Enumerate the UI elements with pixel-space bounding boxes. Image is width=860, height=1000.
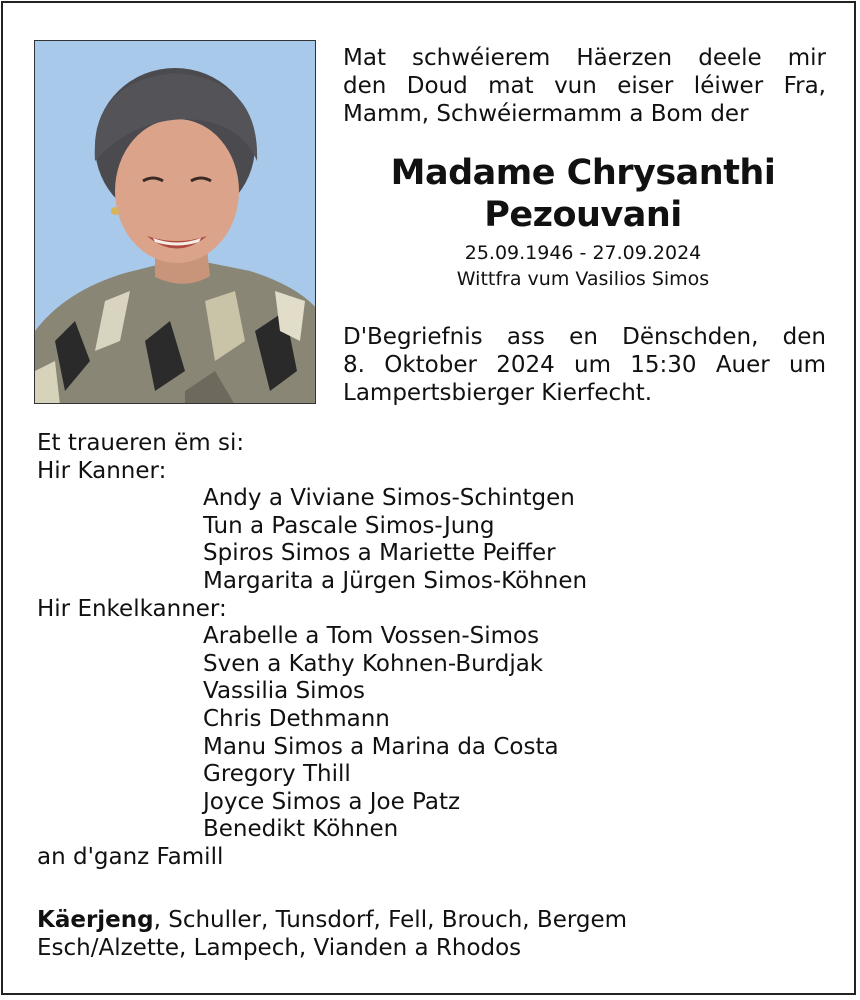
deceased-name [343,152,823,236]
deceased-name-line2: Pezouvani [484,195,682,235]
child-entry: Spiros Simos a Mariette Peiffer [203,540,556,567]
grandchild-entry: Benedikt Köhnen [203,816,399,843]
grandchild-entry: Joyce Simos a Joe Patz [203,788,461,815]
grandchild-entry: Manu Simos a Marina da Costa [203,733,559,760]
grandchildren-heading: Hir Enkelkanner: [37,595,227,622]
deceased-name-line1: Madame Chrysanthi [390,153,776,193]
family-closing: an d'ganz Famill [37,843,224,870]
grandchild-entry: Chris Dethmann [203,705,390,732]
intro-line: Mamm, Schwéiermamm a Bom der [343,101,749,127]
mourners-intro: Et traueren ëm si: [37,430,245,456]
widow-of: Wittfra vum Vasilios Simos [456,268,710,290]
grandchild-entry: Gregory Thill [203,761,351,788]
grandchild-entry: Vassilia Simos [203,678,366,705]
intro-line: Mat schwéierem Häerzen deele mir [343,45,826,71]
life-dates: 25.09.1946 - 27.09.2024 [464,242,702,264]
deceased-details [343,240,823,292]
places-line1 [37,906,827,934]
funeral-info [343,323,826,407]
mourners-list [37,430,827,872]
intro-text [343,44,826,128]
grandchild-entry: Sven a Kathy Kohnen-Burdjak [203,650,544,677]
places-line1-rest: , Schuller, Tunsdorf, Fell, Brouch, Bergem [153,907,628,933]
bold-place: Käerjeng [37,907,154,933]
portrait-photo [34,40,316,404]
funeral-line: 8. Oktober 2024 um 15:30 Auer um [343,352,826,378]
child-entry: Margarita a Jürgen Simos-Köhnen [203,567,588,594]
places-line2: Esch/Alzette, Lampech, Vianden a Rhodos [37,935,522,961]
funeral-line: D'Begriefnis ass en Dënschden, den [343,324,826,350]
intro-line: den Doud mat vun eiser léiwer Fra, [343,73,826,99]
grandchild-entry: Arabelle a Tom Vossen-Simos [203,623,540,650]
places-list [37,906,827,962]
funeral-line: Lampertsbierger Kierfecht. [343,380,653,406]
child-entry: Andy a Viviane Simos-Schintgen [203,485,575,512]
child-entry: Tun a Pascale Simos-Jung [203,512,495,539]
children-heading: Hir Kanner: [37,457,167,484]
